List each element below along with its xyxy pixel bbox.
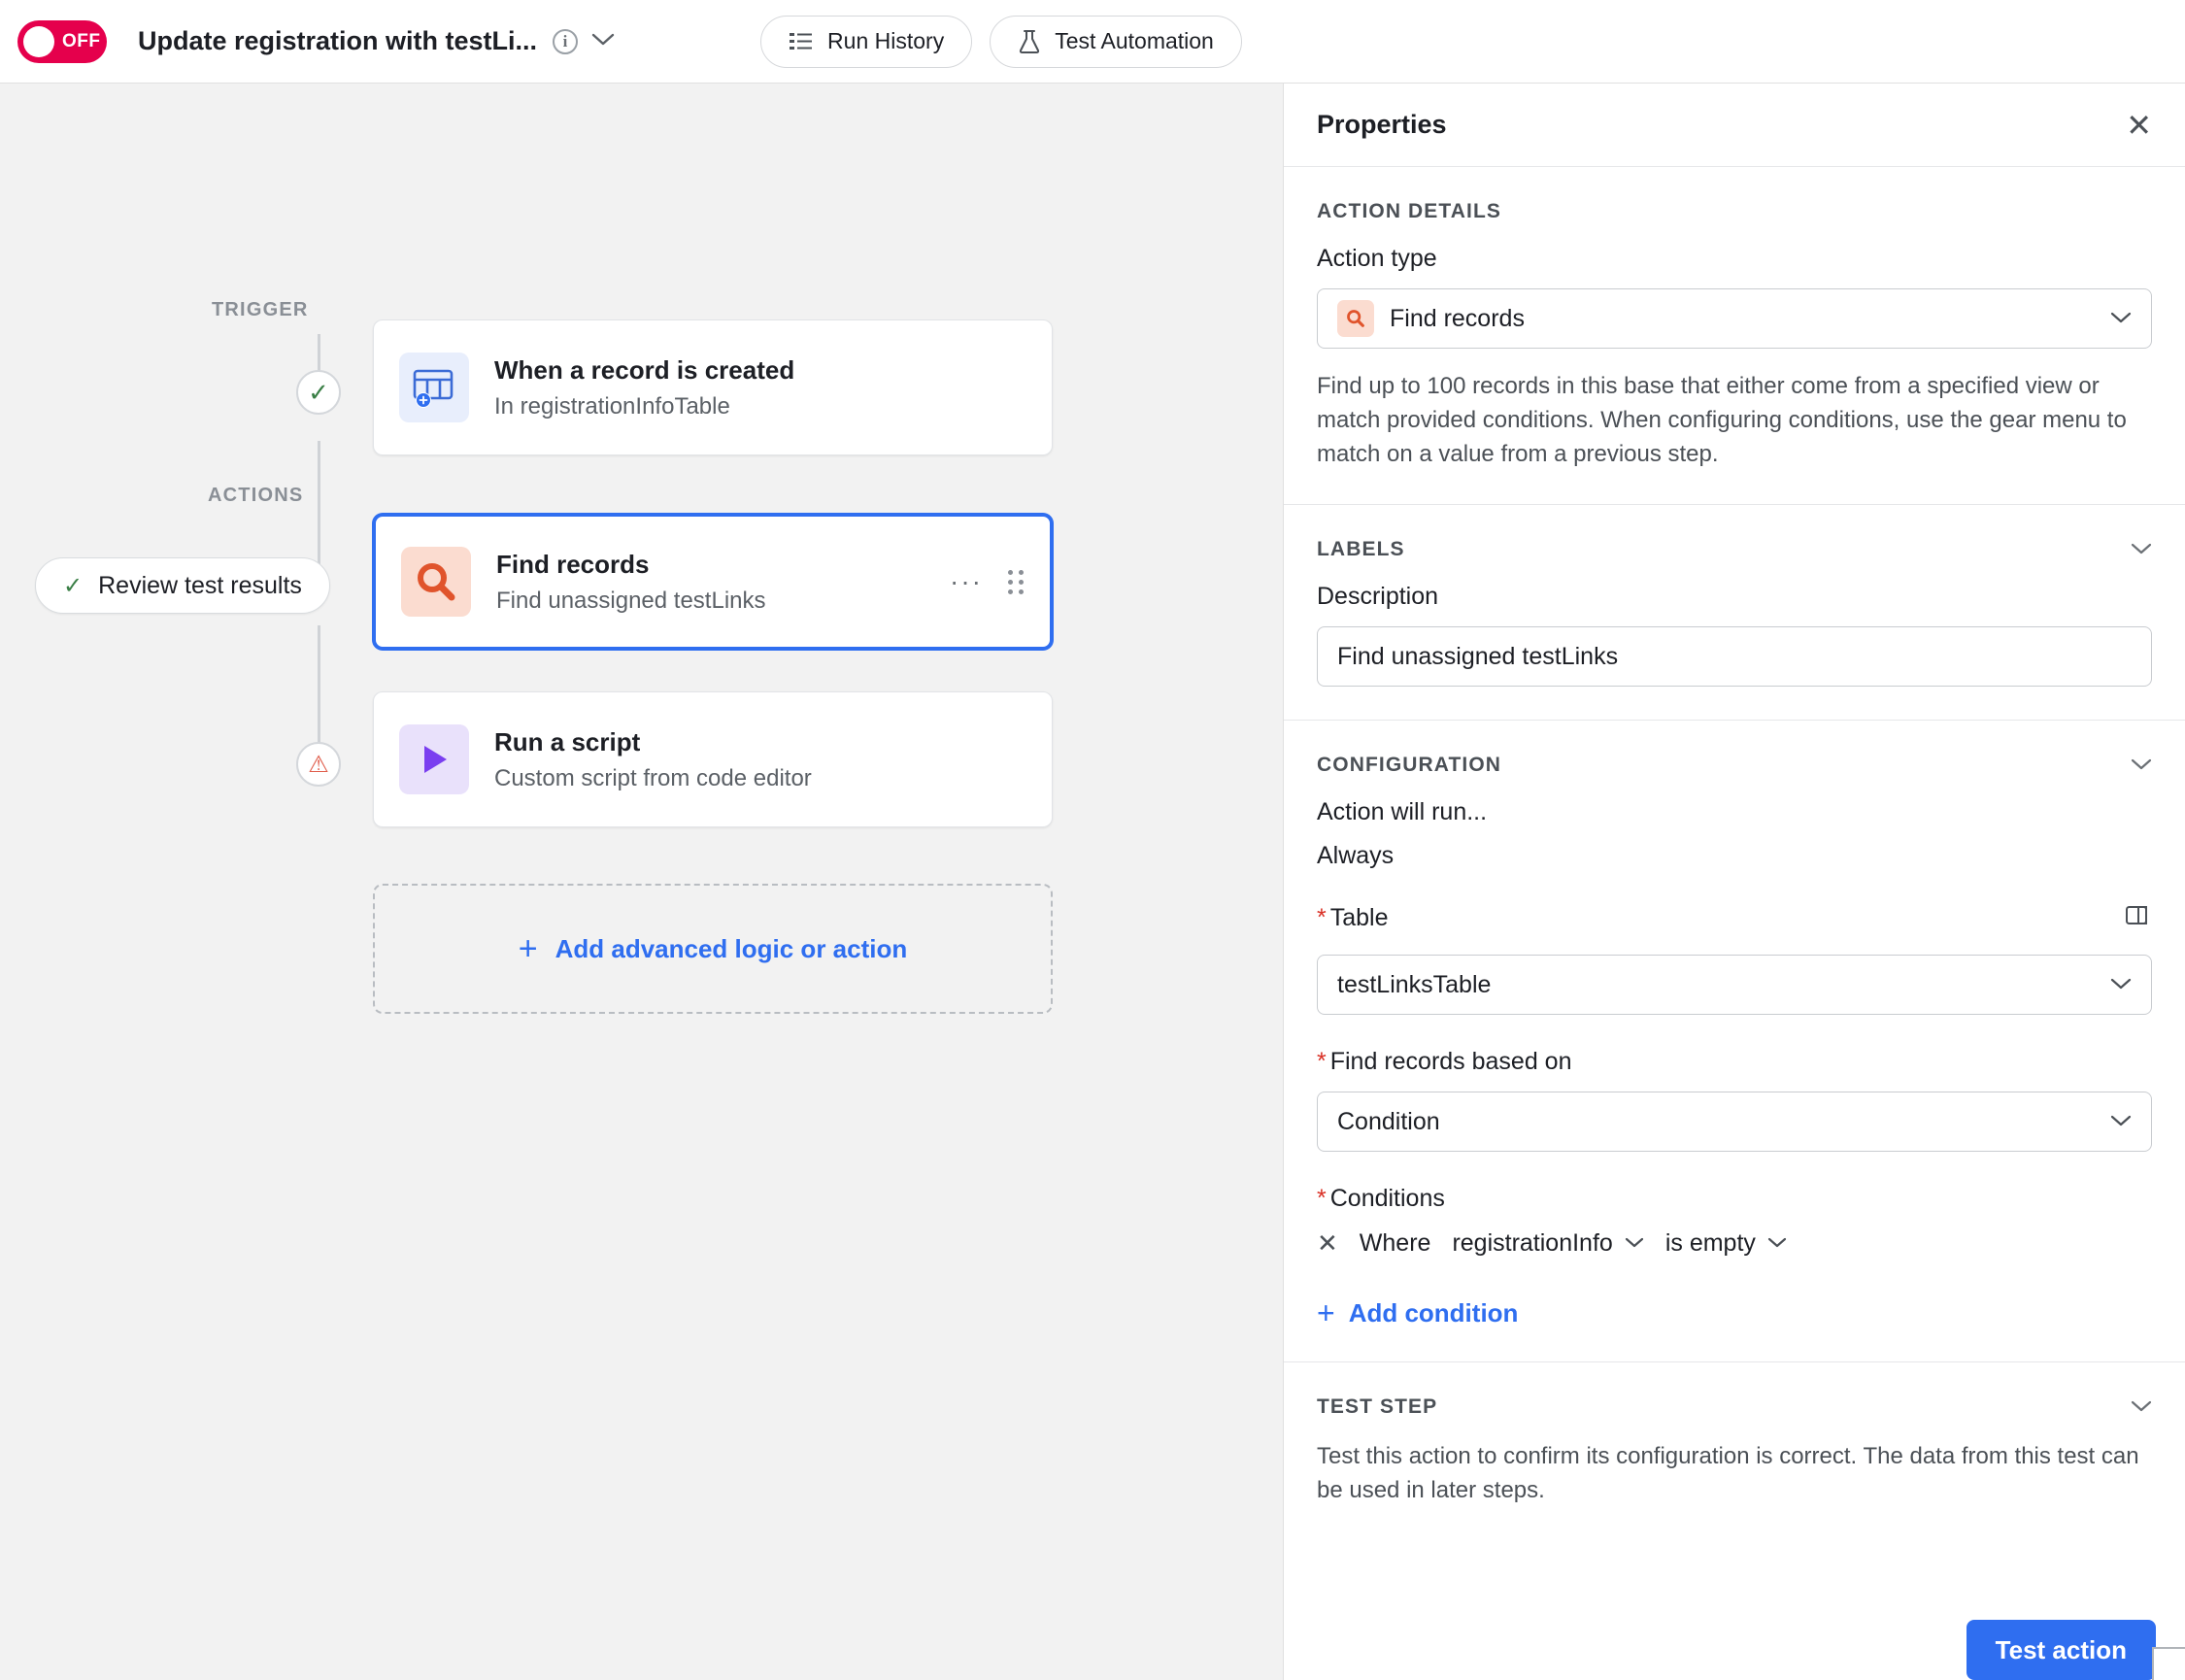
properties-panel (1284, 84, 2185, 1680)
chevron-down-icon (2110, 1111, 2132, 1133)
main-area (0, 84, 2185, 1680)
conditions-label (1317, 1185, 2152, 1213)
add-condition-label: Add condition (1348, 1297, 1519, 1327)
action-card-controls (950, 568, 1025, 595)
action-card-text (496, 550, 924, 615)
script-card-text (494, 727, 1026, 792)
history-list-icon (789, 31, 814, 52)
plus-icon: + (518, 930, 538, 967)
chevron-down-icon (2131, 540, 2152, 560)
action-details-section (1284, 167, 2185, 505)
action-card-title: Find records (496, 549, 650, 579)
trigger-card[interactable] (373, 319, 1053, 455)
conditions-label-text: Conditions (1329, 1185, 1445, 1213)
table-value: testLinksTable (1337, 970, 1492, 998)
action-card-find-records[interactable] (373, 514, 1053, 650)
action-will-run-label: Action will run... (1317, 798, 1488, 826)
page-title: Update registration with testLi... (138, 26, 538, 55)
top-bar (0, 0, 2185, 84)
check-icon: ✓ (63, 572, 84, 599)
drag-handle-icon[interactable] (1008, 570, 1025, 594)
more-options-icon[interactable]: ··· (950, 566, 983, 596)
actions-section-label: ACTIONS (208, 485, 304, 506)
toggle-state-label: OFF (62, 30, 101, 51)
required-asterisk: * (1317, 1185, 1327, 1213)
trigger-card-title: When a record is created (494, 354, 795, 385)
find-based-on-label-text: Find records based on (1329, 1048, 1572, 1076)
description-input[interactable] (1317, 626, 2152, 687)
action-card-subtitle: Find unassigned testLinks (496, 587, 766, 614)
chevron-down-icon (1625, 1233, 1644, 1254)
action-details-label: ACTION DETAILS (1317, 200, 1502, 222)
condition-row (1317, 1228, 2152, 1259)
script-card-title: Run a script (494, 726, 641, 756)
remove-condition-icon[interactable]: ✕ (1317, 1228, 1338, 1259)
toggle-knob (23, 26, 54, 57)
table-select[interactable] (1317, 955, 2152, 1015)
find-based-on-select[interactable] (1317, 1092, 2152, 1152)
table-record-icon (399, 353, 469, 422)
condition-where-label: Where (1359, 1229, 1431, 1258)
action-type-help-text: Find up to 100 records in this base that either come from a specified view or match provided conditions. When configuring conditions, use the gear menu to match on a value from a previous step. (1317, 373, 2127, 467)
table-label-text: Table (1329, 904, 1389, 932)
review-test-results-label: Review test results (98, 571, 302, 599)
condition-field-value: registrationInfo (1452, 1229, 1613, 1258)
action-details-header (1317, 200, 2152, 223)
automation-canvas (0, 84, 1284, 1680)
action-2-status-icon: ⚠ (296, 742, 341, 787)
flask-icon (1018, 29, 1041, 54)
automation-enable-toggle[interactable] (17, 20, 107, 63)
configuration-section (1284, 721, 2185, 1362)
play-script-icon (399, 724, 469, 794)
action-will-run-value: Always (1317, 842, 1395, 870)
search-icon (1337, 300, 1374, 337)
test-automation-label: Test Automation (1055, 28, 1214, 53)
trigger-card-text (494, 355, 1026, 420)
test-action-button[interactable] (1966, 1620, 2156, 1680)
condition-operator-select[interactable] (1665, 1229, 1787, 1258)
required-asterisk: * (1317, 904, 1327, 932)
review-test-results-button[interactable] (35, 557, 330, 614)
find-based-on-value: Condition (1337, 1107, 1440, 1135)
trigger-section-label: TRIGGER (212, 299, 309, 320)
action-type-label: Action type (1317, 245, 1437, 272)
test-step-label: TEST STEP (1317, 1395, 1438, 1419)
action-card-run-script[interactable] (373, 691, 1053, 827)
topbar-actions (760, 16, 1242, 68)
script-card-subtitle: Custom script from code editor (494, 764, 812, 791)
table-field-label-row (1317, 903, 2152, 933)
properties-panel-body (1284, 167, 2185, 1680)
chevron-down-icon (2110, 308, 2132, 330)
run-history-label: Run History (827, 28, 945, 53)
labels-header[interactable] (1317, 538, 2152, 561)
configuration-label: CONFIGURATION (1317, 754, 1502, 777)
action-type-value: Find records (1390, 304, 1525, 332)
plus-icon: + (1317, 1295, 1335, 1331)
find-based-on-label (1317, 1048, 2152, 1076)
configuration-header[interactable] (1317, 754, 2152, 777)
rail-segment-2 (318, 441, 320, 577)
run-history-button[interactable] (760, 16, 972, 68)
chevron-down-icon (2131, 756, 2152, 776)
close-icon[interactable]: ✕ (2126, 107, 2152, 143)
trigger-status-icon: ✓ (296, 370, 341, 415)
test-step-help-text: Test this action to confirm its configuration is correct. The data from this test can be used in later steps. (1317, 1443, 2139, 1504)
chevron-down-icon[interactable] (591, 30, 615, 52)
expand-table-icon[interactable] (2125, 903, 2152, 933)
chevron-down-icon (2131, 1397, 2152, 1418)
test-automation-button[interactable] (990, 16, 1242, 68)
test-step-header[interactable] (1317, 1395, 2152, 1419)
labels-label: LABELS (1317, 538, 1405, 561)
trigger-card-subtitle: In registrationInfoTable (494, 392, 730, 420)
description-value: Find unassigned testLinks (1337, 642, 1619, 670)
required-asterisk: * (1317, 1048, 1327, 1076)
condition-field-select[interactable] (1452, 1229, 1643, 1258)
resize-corner-handle[interactable] (2152, 1647, 2185, 1680)
condition-operator-value: is empty (1664, 1229, 1756, 1258)
test-action-label: Test action (1995, 1634, 2127, 1664)
properties-panel-header (1284, 84, 2185, 167)
chevron-down-icon (2110, 974, 2132, 996)
chevron-down-icon (1767, 1233, 1787, 1254)
add-advanced-logic-label: Add advanced logic or action (555, 933, 908, 963)
table-label (1317, 904, 1389, 932)
properties-title: Properties (1317, 110, 1447, 139)
labels-section (1284, 505, 2185, 721)
action-type-select[interactable] (1317, 288, 2152, 349)
add-condition-button[interactable] (1317, 1295, 2152, 1331)
info-icon[interactable]: i (553, 29, 578, 54)
test-step-section (1284, 1362, 2185, 1541)
description-label: Description (1317, 583, 1439, 611)
rail-segment-3 (318, 625, 320, 761)
add-advanced-logic-button[interactable] (373, 884, 1053, 1014)
search-icon (401, 547, 471, 617)
